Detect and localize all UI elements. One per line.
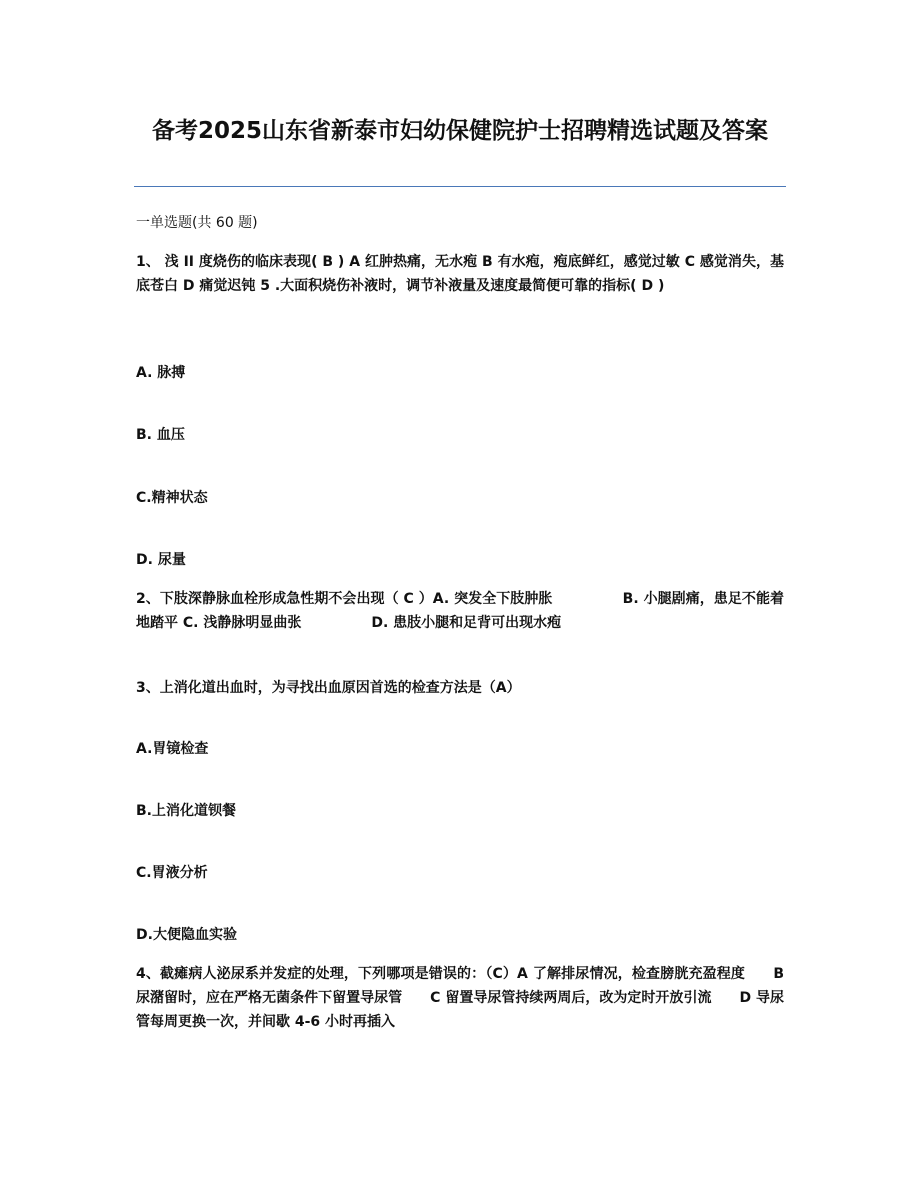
title-divider xyxy=(134,186,786,187)
question-1-option-a: A. 脉搏 xyxy=(136,365,186,381)
question-1-text: 1、 浅 II 度烧伤的临床表现( B ) A 红肿热痛，无水疱 B 有水疱，疱底鲜红，感觉过敏 C 感觉消失，基底苍白 D 痛觉迟钝 5 .大面积烧伤补液时，调节补液量及速度最简便可靠的指标( D ) xyxy=(136,254,784,294)
question-1-option-b: B. 血压 xyxy=(136,427,185,443)
question-3-option-d: D.大便隐血实验 xyxy=(136,927,237,943)
question-3-option-a: A.胃镜检查 xyxy=(136,741,209,757)
question-3-text: 3、上消化道出血时，为寻找出血原因首选的检查方法是（A） xyxy=(136,680,521,696)
question-1-option-d: D. 尿量 xyxy=(136,552,186,568)
document-title: 备考2025山东省新泰市妇幼保健院护士招聘精选试题及答案 xyxy=(151,118,768,144)
question-4-text: 4、截瘫病人泌尿系并发症的处理，下列哪项是错误的：（C）A 了解排尿情况，检查膀胱充盈程度 B 尿潴留时，应在严格无菌条件下留置导尿管 C 留置导尿管持续两周后，改为定时开放引流 D 导尿管每周更换一次，并间歇 4-6 小时再插入 xyxy=(136,966,784,1030)
question-3-option-b: B.上消化道钡餐 xyxy=(136,803,236,819)
question-2-text: 2、下肢深静脉血栓形成急性期不会出现（ C ）A. 突发全下肢肿胀 B. 小腿剧痛，患足不能着地踏平 C. 浅静脉明显曲张 D. 患肢小腿和足背可出现水疱 xyxy=(136,591,784,631)
section-heading: 一单选题(共 60 题) xyxy=(136,215,258,231)
question-1-option-c: C.精神状态 xyxy=(136,490,208,506)
question-3-option-c: C.胃液分析 xyxy=(136,865,208,881)
